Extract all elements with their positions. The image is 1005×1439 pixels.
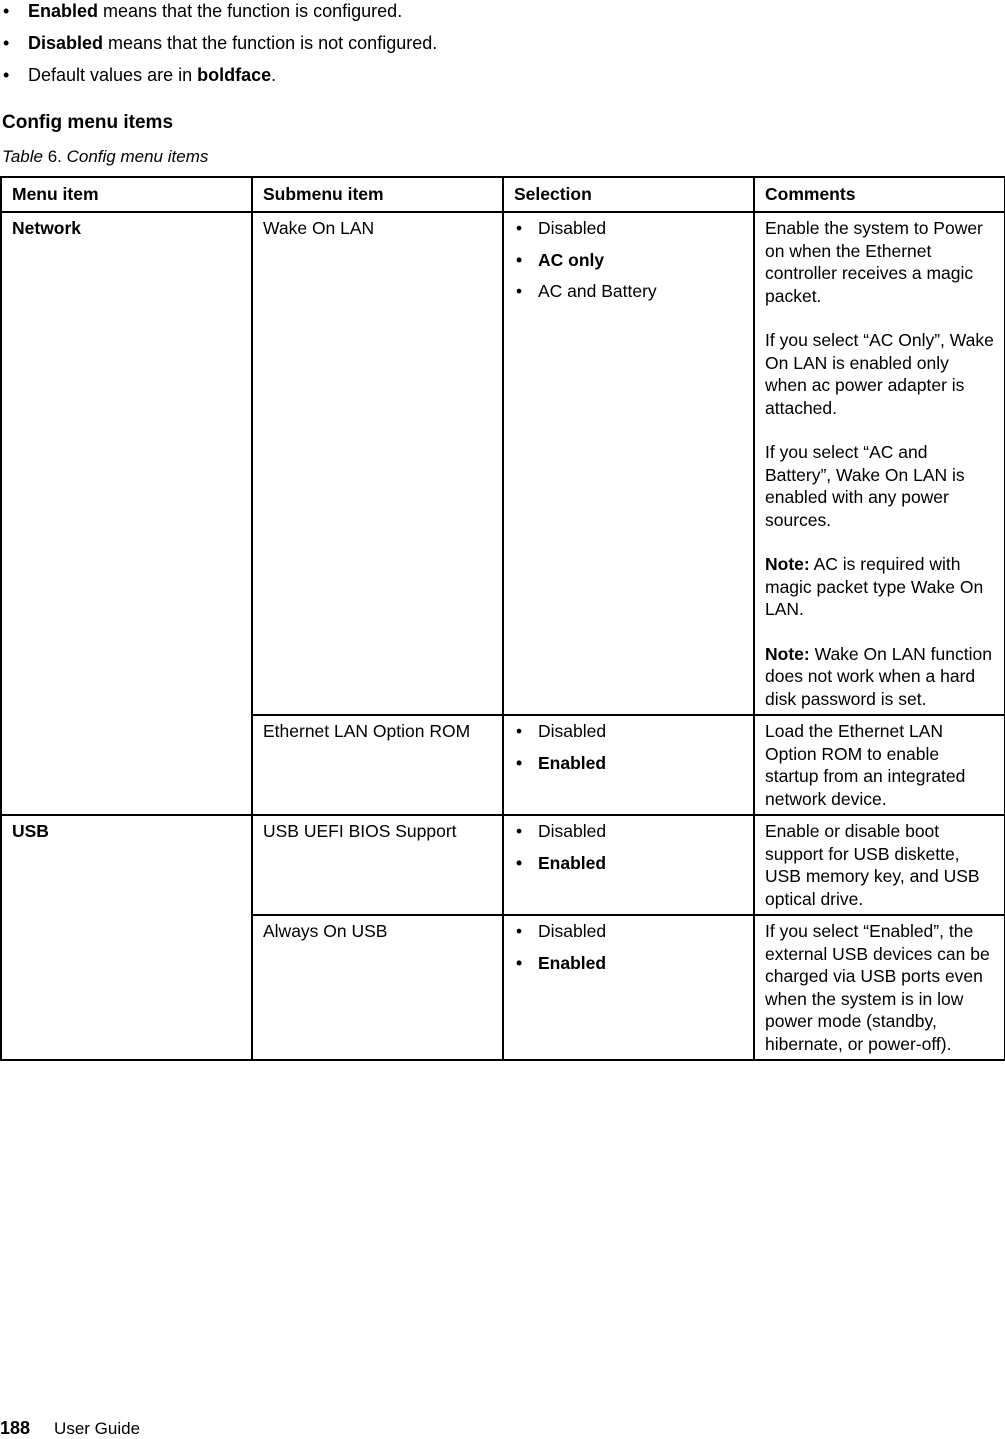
comment-paragraph: If you select “AC Only”, Wake On LAN is enabled only when ac power adapter is attached. bbox=[765, 330, 994, 418]
table-caption bbox=[2, 147, 208, 167]
option-label: AC and Battery bbox=[538, 281, 657, 301]
selection-option bbox=[514, 280, 743, 312]
selection-option-default bbox=[514, 852, 743, 884]
selection-option-default bbox=[514, 752, 743, 784]
option-label: Disabled bbox=[538, 721, 607, 741]
intro-term: Enabled bbox=[28, 1, 99, 21]
intro-item-enabled bbox=[0, 0, 437, 32]
bullet: • bbox=[516, 249, 523, 270]
intro-term: boldface bbox=[197, 65, 272, 85]
selection-option-default bbox=[514, 249, 743, 281]
selection-cell bbox=[503, 715, 754, 815]
selection-cell bbox=[503, 212, 754, 715]
selection-cell bbox=[503, 915, 754, 1060]
selection-list bbox=[514, 217, 743, 312]
bullet: • bbox=[516, 281, 523, 301]
bullet: • bbox=[516, 821, 523, 841]
option-label: Disabled bbox=[538, 921, 607, 941]
comment-note bbox=[765, 553, 994, 621]
section-title: Config menu items bbox=[2, 112, 174, 133]
intro-text: means that the function is configured. bbox=[98, 1, 403, 21]
bullet: • bbox=[3, 33, 10, 53]
submenu-always-on-usb: Always On USB bbox=[252, 915, 503, 1060]
bullet: • bbox=[516, 952, 523, 973]
page-number: 188 bbox=[0, 1418, 31, 1438]
intro-list bbox=[0, 0, 437, 96]
table-caption-text: Config menu items bbox=[66, 147, 209, 166]
bullet: • bbox=[516, 721, 523, 741]
selection-option bbox=[514, 720, 743, 752]
document-title: User Guide bbox=[54, 1419, 141, 1438]
selection-option bbox=[514, 820, 743, 852]
submenu-usb-uefi-bios-support: USB UEFI BIOS Support bbox=[252, 815, 503, 915]
submenu-ethernet-lan-option-rom: Ethernet LAN Option ROM bbox=[252, 715, 503, 815]
option-label: Disabled bbox=[538, 218, 607, 238]
comment-cell: Load the Ethernet LAN Option ROM to enable startup from an integrated network device. bbox=[754, 715, 1005, 815]
menu-item-usb: USB bbox=[1, 815, 252, 1060]
bullet: • bbox=[516, 852, 523, 873]
header-selection: Selection bbox=[503, 177, 754, 212]
header-comments: Comments bbox=[754, 177, 1005, 212]
option-label: Disabled bbox=[538, 821, 607, 841]
selection-list bbox=[514, 920, 743, 983]
intro-item-disabled bbox=[0, 32, 437, 64]
bullet: • bbox=[516, 921, 523, 941]
bullet: • bbox=[516, 752, 523, 773]
comment-note bbox=[765, 643, 994, 711]
option-label: Enabled bbox=[538, 852, 607, 873]
selection-option bbox=[514, 217, 743, 249]
menu-item-network: Network bbox=[1, 212, 252, 815]
selection-option bbox=[514, 920, 743, 952]
comment-paragraph: If you select “AC and Battery”, Wake On LAN is enabled with any power sources. bbox=[765, 442, 965, 530]
intro-item-defaults bbox=[0, 64, 437, 96]
selection-option-default bbox=[514, 952, 743, 984]
option-label: Enabled bbox=[538, 952, 607, 973]
selection-list bbox=[514, 720, 743, 783]
bullet: • bbox=[3, 65, 10, 85]
comment-cell: If you select “Enabled”, the external USB devices can be charged via USB ports even when the system is in low power mode (standby, hibernate, or power-off). bbox=[754, 915, 1005, 1060]
config-menu-table bbox=[0, 176, 1005, 1061]
comment-cell: Enable or disable boot support for USB diskette, USB memory key, and USB optical drive. bbox=[754, 815, 1005, 915]
intro-text: Default values are in bbox=[28, 65, 198, 85]
selection-cell bbox=[503, 815, 754, 915]
bullet: • bbox=[3, 1, 10, 21]
intro-text-end: . bbox=[271, 65, 277, 85]
note-text: AC is required with magic packet type Wake On LAN. bbox=[765, 554, 984, 619]
table-header-row bbox=[1, 177, 1005, 212]
intro-term: Disabled bbox=[28, 33, 104, 53]
option-label: Enabled bbox=[538, 752, 607, 773]
note-label: Note: bbox=[765, 554, 810, 574]
table-row bbox=[1, 212, 1005, 715]
comment-paragraph: Enable the system to Power on when the Ethernet controller receives a magic packet. bbox=[765, 218, 983, 306]
submenu-wake-on-lan: Wake On LAN bbox=[252, 212, 503, 715]
header-submenu-item: Submenu item bbox=[252, 177, 503, 212]
option-label: AC only bbox=[538, 249, 605, 270]
note-label: Note: bbox=[765, 643, 810, 664]
bullet: • bbox=[516, 218, 523, 238]
table-caption-label: Table bbox=[2, 147, 43, 166]
comment-cell bbox=[754, 212, 1005, 715]
note-text: Wake On LAN function does not work when a hard disk password is set. bbox=[765, 643, 992, 709]
table-caption-number: 6. bbox=[47, 147, 62, 166]
intro-text: means that the function is not configured. bbox=[103, 33, 438, 53]
selection-list bbox=[514, 820, 743, 883]
header-menu-item: Menu item bbox=[1, 177, 252, 212]
table-row bbox=[1, 815, 1005, 915]
